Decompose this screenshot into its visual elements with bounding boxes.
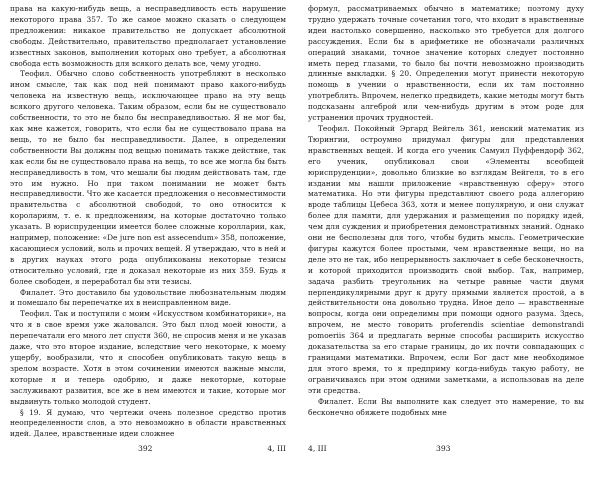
paragraph: Филалет. Если Вы выполните как следует это намерение, то вы бесконечно обяжете подобных мне	[308, 396, 584, 417]
paragraph: Теофил. Покойный Эргард Вейгель 361, иенский математик из Тюрингии, остроумно придумал фигуры для представления нравственных вещей. И когда его ученик Самуил Пуффендорф 362, его ученик, опубликовал свои «Элементы всеобщей юриспруденции», довольно близкие во взглядам Вейгеля, то в его издании мы нашли приложение «нравственную сферу» этого математика. Но эти фигуры представляют своего рода аллегорию вроде таблицы Цебеса 363, хотя и менее популярную, и они служат более для памяти, для удержания и размещения по порядку идей, чем для суждения и приобретения демонстративных знаний. Однако они не бесполезны для того, чтобы будить мысль. Геометрические фигуры кажутся более простыми, чем нравственные вещи, но на деле это не так, ибо непрерывность заключает в себе бесконечность, и которой приходится производить свой выбор. Так, например, задача разбить треугольник на четыре равные части двумя перпендикулярными друг к другу прямыми является простой, а в действительности она довольно трудна. Иное дело — нравственные вопросы, когда они определимы при помощи одного разума. Здесь, впрочем, не место говорить proferendis scientiae demonstrandi pomoeriis 364 и предлагать верные способы расширить искусство доказательства за его старые границы, до их почти совпадающих с границами математики. Впрочем, если Бог даст мне необходимое для этого время, то я предприму когда-нибудь такую работу, не ограничиваясь при этом одними заметками, а использовав на деле эти средства.	[308, 123, 584, 395]
paragraph: Теофил. Так и поступили с моим «Искусством комбинаторики», на что я в свое время уже жаловался. Это был плод моей юности, а перепечатали его много лет спустя 360, не спросив меня и не указав даже, что это второе издание, вследствие чего некоторые, к моему ущербу, вообразили, что я способен опубликовать такую вещь в зрелом возрасте. Хотя в этом сочинении имеются важные мысли, которые я и теперь одобряю, и даже некоторые, которые заслуживают развития, все же в нем имеются и такие, которые мог выдвинуть только молодой студент.	[10, 309, 286, 406]
left-page-footer	[10, 444, 286, 458]
right-page-footer	[308, 444, 584, 458]
left-page-text	[10, 4, 286, 440]
right-page	[308, 0, 584, 478]
printer-signature: 4, III	[267, 444, 286, 453]
paragraph: Теофил. Обычно слово собственность употребляют в несколько ином смысле, так как под ней понимают право какого-нибудь человека на известную вещь, исключающее право на эту вещь всякого другого человека. Таким образом, если бы не существовало собственности, то это не было бы несправедливостью. Я не мог бы, как мне кажется, говорить, что если бы не существовало права на вещь, то не было бы несправедливости. Далее, в определении собственности Вы должны под вещью понимать также действие, так как если бы не существовало права на вещь, то все же могла бы быть несправедливость в том, что мешали бы людям действовать там, где это им нужно. Но при таком понимании не может быть несправедливости. Что же касается предложения о несовместимости правительства с абсолютной свободой, то оно относится к королариям, т. е. к предложениям, на которые достаточно только указать. В юриспруденции имеется более сложные королларии, как, например, положение: «De jure non est assecendum» 358, положение, касающиеся условий, воль и прочих вещей. Я утверждаю, что в ней и в других науках этого рода опубликованы некоторые тезисы относительно условий, где я доказал некоторые из них 359. Будь я более свободен, я переработал бы эти тезисы.	[10, 69, 286, 286]
page-number: 392	[138, 444, 153, 453]
right-page-text	[308, 4, 584, 418]
paragraph: формул, рассматриваемых обычно в математике; поэтому духу трудно удержать точные сочетания того, что входит в нравственные идеи настолько совершенно, насколько это требуется для долгого рассуждения. Если бы в арифметике не обозначали различных операций знаками, точное значение которых следует постоянно иметь перед глазами, то было бы почти невозможно производить длинные выкладки. § 20. Определения могут принести некоторую помощь в учении о нравственности, если их там постоянно употреблять. Впрочем, нелегко предвидеть, какие методы могут быть подсказаны алгеброй или чем-нибудь другим в этом роде для устранения прочих трудностей.	[308, 4, 584, 123]
paragraph: Филалет. Это доставило бы удовольствие любознательным людям и помешало бы перепечатке их в неисправленном виде.	[10, 287, 286, 308]
paragraph: § 19. Я думаю, что чертежи очень полезное средство против неопределенности слов, а это невозможно в области нравственных идей. Далее, нравственные идеи сложнее	[10, 407, 286, 439]
page-number: 393	[436, 444, 451, 453]
printer-signature: 4, III	[308, 444, 327, 453]
paragraph: права на какую-нибудь вещь, а несправедливость есть нарушение некоторого права 357. То же самое можно сказать о следующем предложении: никакое правительство не допускает абсолютной свободы. Действительно, правительство предполагает установление известных законов, выполнения которых оно требует, а абсолютная свобода есть возможность для всякого делать все, чему угодно.	[10, 4, 286, 68]
left-page	[10, 0, 286, 478]
